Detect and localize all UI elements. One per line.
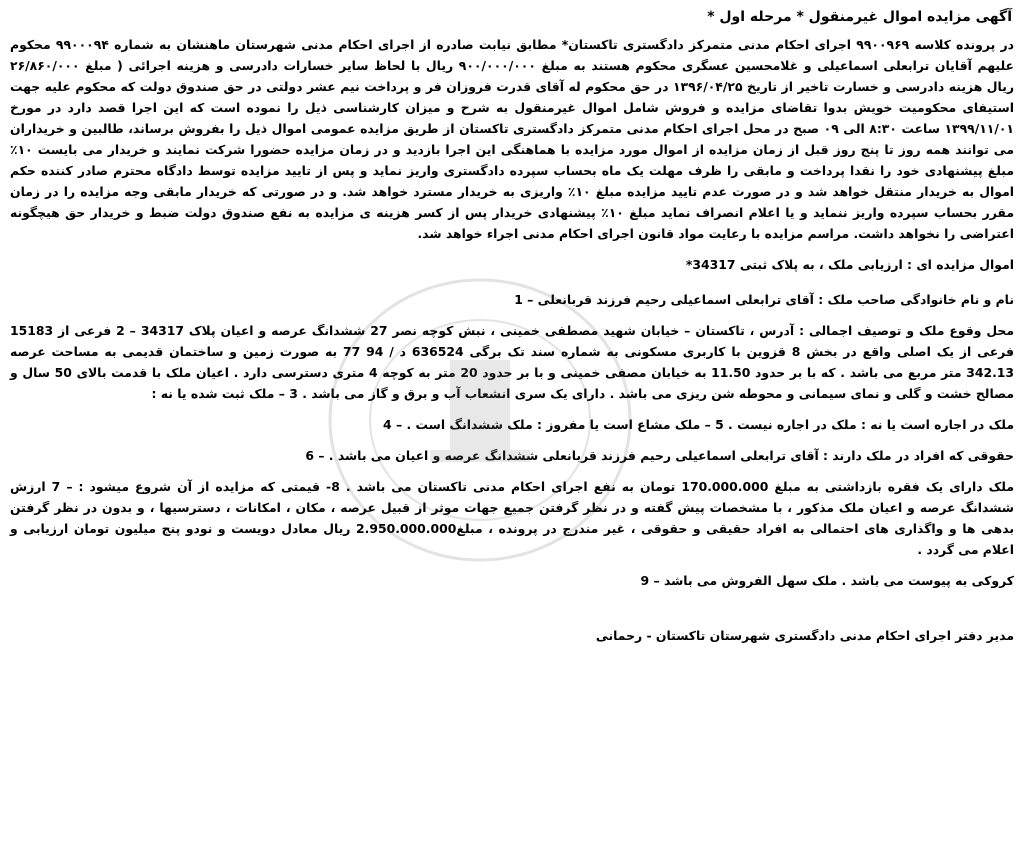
signature-line: مدیر دفتر اجرای احکام مدنی دادگستری شهرستان تاکستان - رحمانی (595, 628, 1014, 643)
notice-intro-paragraph: در پرونده کلاسه ۹۹۰۰۹۶۹ اجرای احکام مدنی متمرکز دادگستری تاکستان* مطابق نیابت صادره از اجرای احکام مدنی شهرستان ماهنشان به شماره ۹۹۰۰۰۹۴ محکوم علیهم آقایان ترابعلی اسماعیلی و غلامحسین عسگری محکوم هستند به مبلغ ۹۰۰/۰۰۰/۰۰۰ ریال با لحاظ سایر خسارات دادرسی و هزینه اجرائی ( مبلغ ۲۶/۸۶۰/۰۰۰ ریال هزینه دادرسی و خسارت تاخیر از تاریخ ۱۳۹۶/۰۴/۲۵ در حق محکوم له آقای قدرت فروزان فر و پرداخت نیم عشر دولتی در حق صندوق دولت که محکوم علیه جهت استیفای محکومیت خویش بدوا تقاضای مزایده و فروش شامل اموال غیرمنقول به شرح و میزان کارشناسی ذیل را نموده است که این اجرا قصد دارد در مورخ ۱۳۹۹/۱۱/۰۱ ساعت ۸:۳۰ الی ۰۹ صبح در محل اجرای احکام مدنی متمرکز دادگستری تاکستان از طریق مزایده عمومی اموال ذیل را بفروش برساند، طالبین و خریداران می توانند همه روز تا پنج روز قبل از زمان مزایده از اموال مورد مزایده با هماهنگی این اجرا بازدید و در زمان مزایده حضورا شرکت نمایند و خریدار می بایست ۱۰٪ مبلغ پیشنهادی خود را نقدا پرداخت و مابقی را ظرف مهلت یک ماه بحساب سپرده دادگستری واریز نماید و پس از تایید مزایده توسط دادگاه محترم صادر کننده حکم اموال به خریدار منتقل خواهد شد و در صورت عدم تایید مزایده مبلغ ۱۰٪ واریزی به خریدار مسترد خواهد شد. و در صورتی که خریدار مابقی وجه مزایده را در زمان مقرر بحساب سپرده واریز ننماید و یا اعلام انصراف نماید مبلغ ۱۰٪ پیشنهادی خریدار پس از کسر هزینه ی مزایده به نفع صندوق دولت ضبط و خریدار حق هیچگونه اعتراضی را نخواهد داشت. مراسم مزایده با رعایت مواد قانون اجرای احکام مدنی اجراء خواهد شد. (10, 37, 1015, 241)
notice-title: آگهی مزایده اموال غیرمنقول * مرحله اول * (707, 9, 1012, 25)
property-item-rights: حقوقی که افراد در ملک دارند : آقای ترابعلی اسماعیلی رحیم فرزند قربانعلی ششدانگ عرصه و اعیان می باشد . – 6 (305, 448, 1014, 463)
property-item-owner: نام و نام خانوادگی صاحب ملک : آقای ترابعلی اسماعیلی رحیم فرزند قربانعلی – 1 (514, 292, 1014, 307)
property-item-sketch: کروکی به پیوست می باشد . ملک سهل الفروش می باشد – 9 (640, 573, 1014, 588)
property-item-location: محل وقوع ملک و توصیف اجمالی : آدرس ، تاکستان – خیابان شهید مصطفی خمینی ، نبش کوچه نصر 27 ششدانگ عرصه و اعیان پلاک 34317 – 2 فرعی از 15183 فرعی از یک اصلی واقع در بخش 8 قزوین با کاربری مسکونی به شماره سند تک برگی 636524 د / 94 77 به صورت زمین و ساختمان قدیمی به مساحت عرصه 342.13 متر مربع می باشد . که با بر حدود 11.50 به خیابان مصفی خمینی و با بر حدود 20 متر به کوچه 4 متری دسترسی دارد . اعیان ملک با قدمت بالای 50 سال و مصالح خشت و گلی و نمای سیمانی و محوطه شن ریزی می باشد . دارای یک سری انشعاب آب و برق و گاز می باشد . 3 – ملک ثبت شده یا نه : (10, 323, 1015, 401)
property-heading: اموال مزایده ای : ارزیابی ملک ، به پلاک ثبتی 34317* (685, 257, 1014, 272)
property-item-valuation: ملک دارای یک فقره بازداشتی به مبلغ 170.000.000 تومان به نفع اجرای احکام مدنی تاکستان می باشد . 8- قیمتی که مزایده از آن شروع میشود : – 7 ارزش ششدانگ عرصه و اعیان ملک مذکور ، با مشخصات پیش گفته و در نظر گرفتن جمیع جهات موثر از قبیل عرصه ، مکان ، امکانات ، دسترسیها ، و بدون در نظر گرفتن بدهی ها و واگذاری های احتمالی به افراد حقیقی و حقوقی ، غیر مندرج در پرونده ، مبلغ2.950.000.000 ریال معادل دویست و نودو پنج میلیون تومان ارزیابی و اعلام می گردد . (10, 479, 1015, 557)
property-item-lease: ملک در اجاره است یا نه : ملک در اجاره نیست . 5 – ملک مشاع است یا مفروز : ملک ششدانگ است . – 4 (383, 417, 1014, 432)
